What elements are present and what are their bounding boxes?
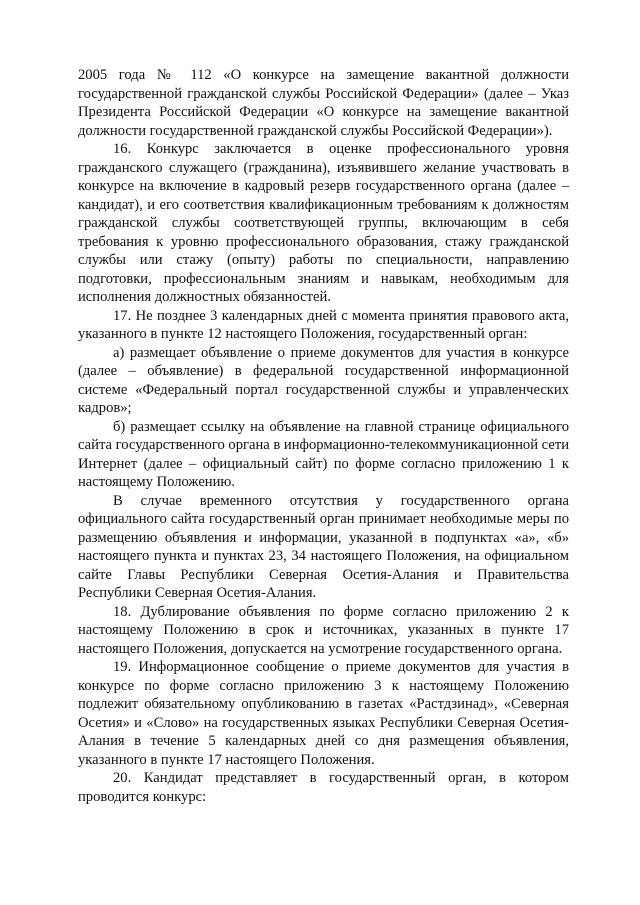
paragraph-item-17-note: В случае временного отсутствия у государственного органа официального сайта государственный орган принимает необходимые меры по размещению объявления и информации, указанной в подпунктах «а», «б» настоящего пункта и пунктах 23, 34 настоящего Положения, на официальном сайте Главы Республики Северная Осетия-Алания и Правительства Республики Северная Осетия-Алания. (78, 492, 569, 601)
paragraph-item-17: 17. Не позднее 3 календарных дней с момента принятия правового акта, указанного в пункте 12 настоящего Положения, государственный орган: (78, 307, 569, 342)
paragraph-item-17-a: а) размещает объявление о приеме документов для участия в конкурсе (далее – объявление) в федеральной государственной информационной системе «Федеральный портал государственной службы и управленческих кадров»; (78, 344, 569, 416)
paragraph-item-19: 19. Информационное сообщение о приеме документов для участия в конкурсе по форме согласно приложению 3 к настоящему Положению подлежит обязательному опубликованию в газетах «Растдзинад», «Северная Осетия» и «Слово» на государственных языках Республики Северная Осетия-Алания в течение 5 календарных дней со дня размещения объявления, указанного в пункте 17 настоящего Положения. (78, 659, 569, 768)
paragraph-item-16: 16. Конкурс заключается в оценке профессионального уровня гражданского служащего (гражданина), изъявившего желание участвовать в конкурсе на включение в кадровый резерв государственного органа (далее – кандидат), и его соответствия квалификационным требованиям к должностям гражданской службы соответствующей группы, включающим в себя требования к уровню профессионального образования, стажу гражданской службы или стажу (опыту) работы по специальности, направлению подготовки, профессиональным знаниям и навыкам, необходимым для исполнения должностных обязанностей. (78, 141, 569, 305)
document-page (78, 66, 569, 806)
paragraph-intro: 2005 года № 112 «О конкурсе на замещение вакантной должности государственной гражданской службы Российской Федерации» (далее – Указ Президента Российской Федерации «О конкурсе на замещение вакантной должности государственной гражданской службы Российской Федерации»). (78, 67, 569, 139)
paragraph-item-18: 18. Дублирование объявления по форме согласно приложению 2 к настоящему Положению в срок и источниках, указанных в пункте 17 настоящего Положения, допускается на усмотрение государственного органа. (78, 603, 569, 657)
paragraph-item-17-b: б) размещает ссылку на объявление на главной странице официального сайта государственного органа в информационно-телекоммуникационной сети Интернет (далее – официальный сайт) по форме согласно приложению 1 к настоящему Положению. (78, 418, 570, 490)
paragraph-item-20: 20. Кандидат представляет в государственный орган, в котором проводится конкурс: (78, 770, 569, 805)
